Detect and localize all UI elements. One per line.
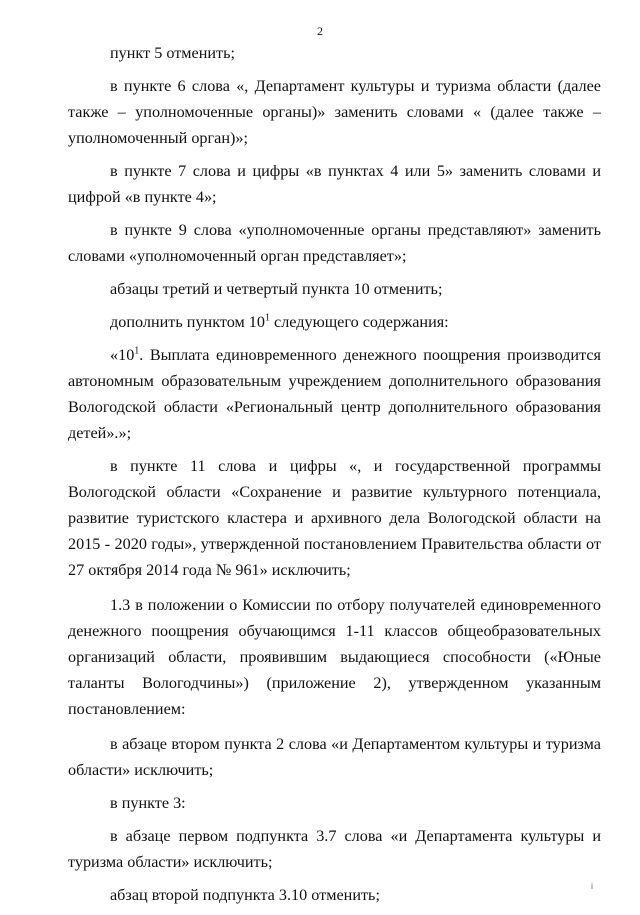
paragraph-item-10-cancel: абзацы третий и четвертый пункта 10 отменить;	[110, 280, 443, 298]
paragraph-text-part: . Выплата единовременного денежного поощрения производится автономным образовательным учреждением дополнительного образования Вологодской области «Региональный центр дополнительного образования детей».»;	[68, 346, 601, 442]
paragraph-item-6-replace: в пункте 6 слова «, Департамент культуры и туризма области (далее также – уполномоченные органы)» заменить словами « (далее также – уполномоченный орган)»;	[68, 77, 601, 147]
paragraph-item-2-exclude: в абзаце втором пункта 2 слова «и Департаментом культуры и туризма области» исключить;	[68, 735, 601, 779]
paragraph-item-10-1-content	[68, 342, 601, 446]
paragraph-text-part: дополнить пунктом 10	[110, 313, 265, 331]
superscript: 1	[134, 345, 140, 357]
paragraph-item-9-replace: в пункте 9 слова «уполномоченные органы представляют» заменить словами «уполномоченный орган представляет»;	[68, 221, 601, 265]
paragraph-1-3-commission: 1.3 в положении о Комиссии по отбору получателей единовременного денежного поощрения обучающимся 1-11 классов общеобразовательных организаций области, проявившим выдающиеся способности («Юные таланты Вологодчины») (приложение 2), утвержденном указанным постановлением:	[68, 596, 601, 718]
paragraph-item-3: в пункте 3:	[110, 794, 186, 812]
document-body	[68, 40, 601, 915]
paragraph-item-7-replace: в пункте 7 слова и цифры «в пунктах 4 или 5» заменить словами и цифрой «в пункте 4»;	[68, 162, 601, 206]
superscript: 1	[264, 312, 270, 324]
paragraph-text-part: «10	[110, 346, 135, 364]
paragraph-text-part: следующего содержания:	[269, 313, 449, 331]
paragraph-item-11-exclude: в пункте 11 слова и цифры «, и государственной программы Вологодской области «Сохранение и развитие культурного потенциала, развитие туристского кластера и архивного дела Вологодской области на 2015 - 2020 годы», утвержденной постановлением Правительства области от 27 октября 2014 года № 961» исключить;	[68, 457, 601, 579]
paragraph-subitem-3-10-cancel: абзац второй подпункта 3.10 отменить;	[110, 886, 380, 904]
page-number: 2	[317, 24, 323, 38]
paragraph-subitem-3-7-exclude: в абзаце первом подпункта 3.7 слова «и Департамента культуры и туризма области» исключить;	[68, 827, 601, 871]
paragraph-add-item-10-1	[68, 309, 601, 335]
margin-mark: i	[591, 881, 593, 891]
paragraph-item-5-cancel: пункт 5 отменить;	[110, 44, 235, 62]
